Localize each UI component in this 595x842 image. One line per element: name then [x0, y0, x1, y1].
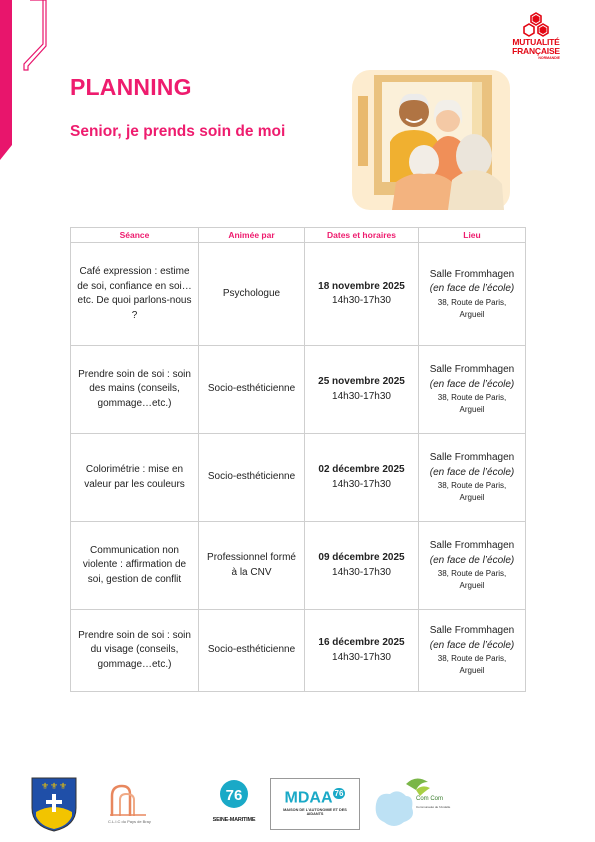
seine-maritime-logo-icon	[219, 778, 249, 812]
column-header-animee: Animée par	[199, 228, 305, 243]
venue-address: 38, Route de Paris, Argueil	[437, 297, 507, 319]
seine-maritime-text: SEINE-MARITIME	[212, 817, 256, 823]
time-text: 14h30-17h30	[332, 566, 391, 578]
comcom-logo-icon	[372, 774, 451, 830]
cell-animee: Psychologue	[199, 243, 305, 346]
venue-note: (en face de l’école)	[429, 466, 515, 478]
mdaa-logo	[270, 778, 360, 830]
venue-note: (en face de l’école)	[429, 639, 515, 651]
table-row	[71, 522, 526, 610]
date-text: 25 novembre 2025	[318, 376, 405, 387]
venue-address: 38, Route de Paris, Argueil	[437, 393, 507, 414]
brand-line2: FRANÇAISE	[512, 46, 560, 56]
comcom-subtext: Communauté de l'Andelle	[416, 805, 451, 809]
mdaa-number: 76	[334, 789, 344, 798]
table-row	[71, 243, 526, 346]
venue-address: 38, Route de Paris, Argueil	[437, 654, 507, 675]
cell-animee: Professionnel formé à la CNV	[199, 522, 305, 610]
cell-date	[305, 346, 419, 434]
time-text: 14h30-17h30	[332, 478, 391, 490]
partner-logos	[0, 770, 595, 830]
cell-animee: Socio-esthéticienne	[199, 434, 305, 522]
clic-logo	[108, 782, 192, 824]
seine-maritime-logo	[210, 778, 258, 823]
svg-text:⚜: ⚜	[50, 782, 59, 792]
cell-lieu	[419, 243, 526, 346]
comcom-logo	[372, 774, 451, 830]
table-row	[71, 610, 526, 692]
cell-animee: Socio-esthéticienne	[199, 346, 305, 434]
venue-note: (en face de l’école)	[429, 283, 515, 294]
mdaa-subtext: MAISON DE L'AUTONOMIE ET DES AIDANTS	[283, 808, 347, 817]
table-header-row	[71, 228, 526, 243]
date-text: 09 décembre 2025	[318, 552, 405, 563]
cell-animee: Socio-esthéticienne	[199, 610, 305, 692]
venue-name: Salle Frommhagen	[429, 540, 515, 551]
cell-seance: Café expression : estime de soi, confiance en soi…etc. De quoi parlons-nous ?	[71, 243, 199, 346]
column-header-dates: Dates et horaires	[305, 228, 419, 243]
planning-table	[70, 227, 526, 692]
svg-text:⚜: ⚜	[41, 782, 50, 792]
venue-note: (en face de l’école)	[429, 554, 515, 566]
table-row	[71, 346, 526, 434]
clic-logo-text: C.L.I.C du Pays de Bray	[108, 819, 151, 824]
svg-text:⚜: ⚜	[59, 782, 68, 792]
coat-of-arms-icon	[30, 776, 78, 832]
cell-seance: Colorimétrie : mise en valeur par les couleurs	[71, 434, 199, 522]
venue-note: (en face de l’école)	[429, 378, 515, 390]
brand-line3: NORMANDIE	[538, 56, 560, 60]
cell-lieu	[419, 346, 526, 434]
date-text: 02 décembre 2025	[318, 464, 405, 475]
venue-name: Salle Frommhagen	[429, 452, 515, 463]
clic-logo-icon	[108, 782, 148, 816]
venue-address: 38, Route de Paris, Argueil	[437, 569, 507, 590]
comcom-title: Com Com	[416, 796, 444, 802]
seine-maritime-number: 76	[225, 787, 243, 804]
date-text: 18 novembre 2025	[318, 280, 405, 292]
mdaa-title: MDAA	[284, 789, 333, 807]
time-text: 14h30-17h30	[332, 390, 391, 402]
venue-name: Salle Frommhagen	[429, 625, 515, 636]
date-text: 16 décembre 2025	[318, 637, 405, 648]
hexagon-logo-icon	[520, 12, 552, 38]
brand-line1: MUTUALITÉ	[512, 37, 560, 47]
page-subtitle: Senior, je prends soin de moi	[70, 123, 286, 140]
column-header-lieu: Lieu	[419, 228, 526, 243]
cell-date	[305, 434, 419, 522]
cell-seance: Prendre soin de soi : soin des mains (conseils, gommage…etc.)	[71, 346, 199, 434]
cell-lieu	[419, 434, 526, 522]
cell-date	[305, 243, 419, 346]
mutualite-francaise-logo	[508, 12, 564, 64]
cell-seance: Communication non violente : affirmation de soi, gestion de conflit	[71, 522, 199, 610]
seniors-mirror-illustration	[352, 70, 510, 210]
column-header-seance: Séance	[71, 228, 199, 243]
venue-name: Salle Frommhagen	[429, 268, 515, 280]
page-title: PLANNING	[70, 74, 192, 100]
cell-date	[305, 522, 419, 610]
cell-lieu	[419, 610, 526, 692]
cell-lieu	[419, 522, 526, 610]
time-text: 14h30-17h30	[332, 295, 391, 306]
cell-date	[305, 610, 419, 692]
venue-address: 38, Route de Paris, Argueil	[437, 481, 507, 502]
corner-decoration	[0, 0, 60, 175]
venue-name: Salle Frommhagen	[429, 364, 515, 375]
cell-seance: Prendre soin de soi : soin du visage (conseils, gommage…etc.)	[71, 610, 199, 692]
mdaa-logo-icon	[285, 789, 346, 807]
time-text: 14h30-17h30	[332, 651, 391, 663]
table-row	[71, 434, 526, 522]
